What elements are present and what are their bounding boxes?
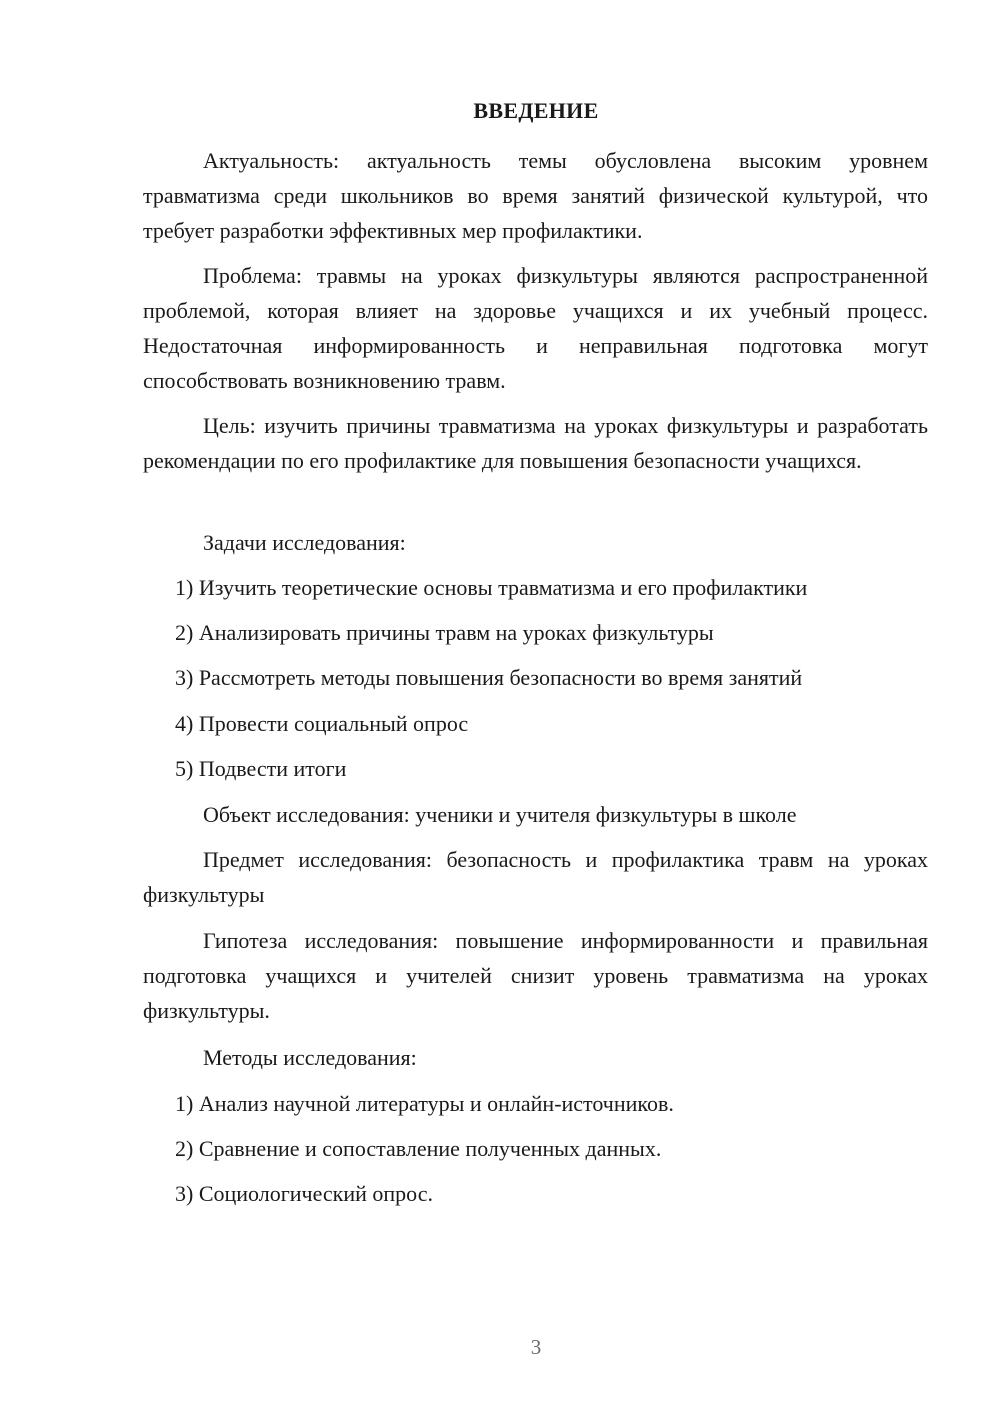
task-item: 5) Подвести итоги [175,756,347,781]
subject-paragraph: Предмет исследования: безопасность и профилактика травм на уроках физкультуры [143,847,928,907]
methods-title: Методы исследования: [203,1045,417,1070]
page-heading: ВВЕДЕНИЕ [473,98,599,123]
task-item: 2) Анализировать причины травм на уроках физкультуры [175,620,714,645]
method-item: 2) Сравнение и сопоставление полученных данных. [175,1136,662,1161]
task-item: 1) Изучить теоретические основы травматизма и его профилактики [175,575,808,600]
method-item: 3) Социологический опрос. [175,1181,433,1206]
task-item: 4) Провести социальный опрос [175,711,469,736]
object-paragraph: Объект исследования: ученики и учителя физкультуры в школе [203,802,797,827]
hypothesis-paragraph: Гипотеза исследования: повышение информированности и правильная подготовка учащихся и учителей снизит уровень травматизма на уроках физкультуры. [143,928,928,1023]
goal-paragraph: Цель: изучить причины травматизма на уроках физкультуры и разработать рекомендации по его профилактике для повышения безопасности учащихся. [143,413,928,473]
relevance-paragraph: Актуальность: актуальность темы обусловлена высоким уровнем травматизма среди школьников во время занятий физической культурой, что требует разработки эффективных мер профилактики. [143,148,928,243]
page-number: 3 [530,1335,542,1359]
problem-paragraph: Проблема: травмы на уроках физкультуры являются распространенной проблемой, которая влияет на здоровье учащихся и их учебный процесс. Недостаточная информированность и неправильная подготовка могут способствовать возникновению травм. [143,263,928,393]
method-item: 1) Анализ научной литературы и онлайн-источников. [175,1091,674,1116]
task-item: 3) Рассмотреть методы повышения безопасности во время занятий [175,665,803,690]
tasks-title: Задачи исследования: [203,530,406,555]
